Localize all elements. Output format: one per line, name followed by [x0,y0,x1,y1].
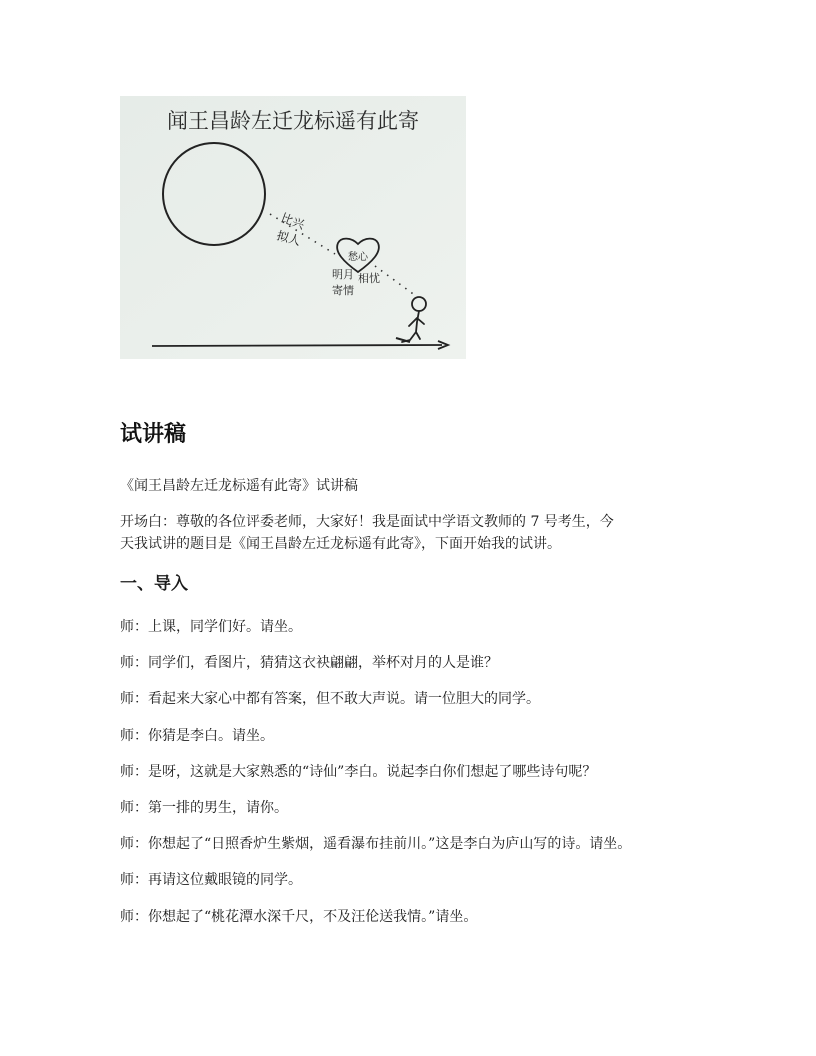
opening-line-2: 天我试讲的题目是《闻王昌龄左迁龙标遥有此寄》，下面开始我的试讲。 [120,536,561,552]
dialogue-line: 师：看起来大家心中都有答案，但不敢大声说。请一位胆大的同学。 [120,691,540,708]
sketch-label-niren: 拟人 [275,228,303,249]
sketch-label-heart: 愁心 [348,252,368,263]
sketch-label-xiangyou: 相忧 [358,272,380,285]
opening-line-1: 开场白：尊敬的各位评委老师，大家好！我是面试中学语文教师的 7 号考生，今 [120,514,614,530]
dialogue-line: 师：你想起了“日照香炉生紫烟，遥看瀑布挂前川。”这是李白为庐山写的诗。请坐。 [120,836,632,853]
dialogue-list [120,617,720,943]
dialogue-line: 师：上课，同学们好。请坐。 [120,619,302,635]
dialogue-line: 师：你想起了“桃花潭水深千尺，不及汪伦送我情。”请坐。 [120,908,478,925]
dialogue-line: 师：再请这位戴眼镜的同学。 [120,872,302,889]
opening-paragraph [120,511,690,555]
section-heading-intro: 一、导入 [120,574,188,594]
sketch-label-jiqing: 寄情 [332,284,354,297]
sketch-drawing [120,96,466,359]
dialogue-line: 师：同学们，看图片，猜猜这衣袂翩翩，举杯对月的人是谁？ [120,655,498,672]
doc-subtitle: 《闻王昌龄左迁龙标遥有此寄》试讲稿 [120,478,358,494]
doc-title: 试讲稿 [120,422,187,447]
dialogue-line: 师：是呀，这就是大家熟悉的“诗仙”李白。说起李白你们想起了哪些诗句呢？ [120,763,597,780]
sketch-label-bixing: 比兴 [278,210,307,233]
sketch-label-mingyue: 明月 [332,268,354,281]
sketch-caption: 闻王昌龄左迁龙标遥有此寄 [167,109,419,133]
dialogue-line: 师：你猜是李白。请坐。 [120,727,274,744]
blackboard-sketch-photo [120,96,466,359]
ground-arrow-line [152,345,442,346]
dialogue-line: 师：第一排的男生，请你。 [120,799,288,816]
